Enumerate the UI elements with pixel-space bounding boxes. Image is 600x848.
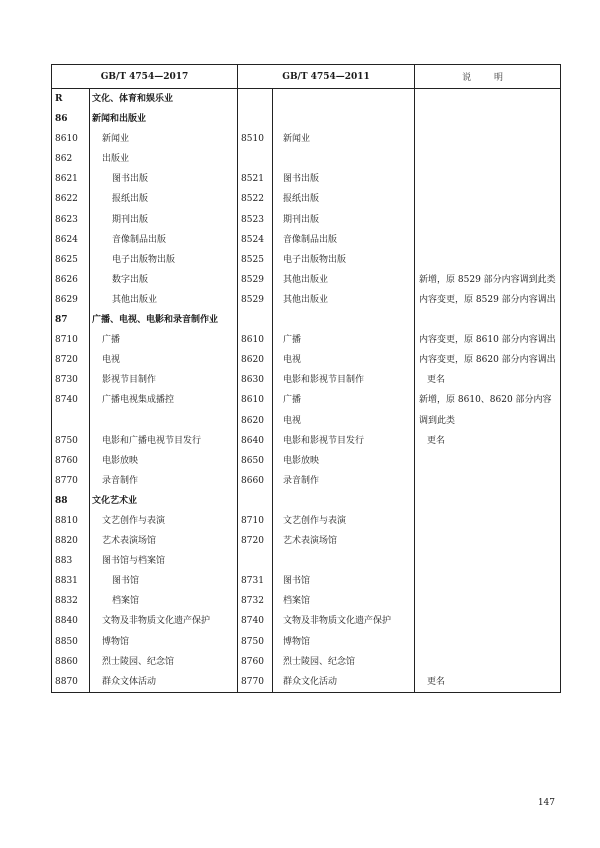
code-2011: 8522 <box>238 189 273 209</box>
name-2017: 录音制作 <box>90 471 238 491</box>
name-2017: 数字出版 <box>90 270 238 290</box>
code-2011: 8732 <box>238 591 273 611</box>
code-2011: 8740 <box>238 611 273 631</box>
note-cell <box>415 109 561 129</box>
name-2017: 广播 <box>90 330 238 350</box>
table-row <box>52 89 561 110</box>
code-2011 <box>238 491 273 511</box>
table-row <box>52 210 561 230</box>
name-2017: 电影和广播电视节目发行 <box>90 431 238 451</box>
code-2011: 8523 <box>238 210 273 230</box>
note-cell <box>415 471 561 491</box>
code-2011: 8510 <box>238 129 273 149</box>
note-cell <box>415 611 561 631</box>
name-2011: 电视 <box>273 411 415 431</box>
name-2011: 音像制品出版 <box>273 230 415 250</box>
name-2017: 出版业 <box>90 149 238 169</box>
code-2017: 8820 <box>52 531 90 551</box>
note-cell <box>415 230 561 250</box>
name-2017: 文物及非物质文化遗产保护 <box>90 611 238 631</box>
name-2017: 图书馆与档案馆 <box>90 551 238 571</box>
table-row <box>52 431 561 451</box>
name-2017: 艺术表演场馆 <box>90 531 238 551</box>
code-2011: 8720 <box>238 531 273 551</box>
name-2017: 电视 <box>90 350 238 370</box>
name-2011: 广播 <box>273 390 415 410</box>
note-cell <box>415 210 561 230</box>
code-2017: 87 <box>52 310 90 330</box>
name-2011: 文物及非物质文化遗产保护 <box>273 611 415 631</box>
name-2017: 群众文体活动 <box>90 672 238 693</box>
name-2017: 其他出版业 <box>90 290 238 310</box>
name-2017: 电影放映 <box>90 451 238 471</box>
name-2011: 博物馆 <box>273 632 415 652</box>
table-row <box>52 270 561 290</box>
code-2017: 8710 <box>52 330 90 350</box>
name-2011: 群众文化活动 <box>273 672 415 693</box>
note-cell <box>415 451 561 471</box>
header-note: 说 明 <box>415 65 561 89</box>
name-2011: 广播 <box>273 330 415 350</box>
name-2017: 音像制品出版 <box>90 230 238 250</box>
name-2011: 电影放映 <box>273 451 415 471</box>
name-2017: 图书馆 <box>90 571 238 591</box>
name-2017 <box>90 411 238 431</box>
header-gbt2011: GB/T 4754—2011 <box>238 65 415 89</box>
code-2011 <box>238 551 273 571</box>
name-2017: 新闻和出版业 <box>90 109 238 129</box>
note-cell <box>415 551 561 571</box>
name-2011: 艺术表演场馆 <box>273 531 415 551</box>
note-cell: 内容变更，原 8529 部分内容调出 <box>415 290 561 310</box>
name-2017: 电子出版物出版 <box>90 250 238 270</box>
name-2017: 博物馆 <box>90 632 238 652</box>
name-2011: 电影和影视节目发行 <box>273 431 415 451</box>
note-cell <box>415 511 561 531</box>
code-2017: 8850 <box>52 632 90 652</box>
code-2011 <box>238 149 273 169</box>
note-cell: 更名 <box>415 370 561 390</box>
note-cell <box>415 571 561 591</box>
code-2017: 8625 <box>52 250 90 270</box>
name-2011: 报纸出版 <box>273 189 415 209</box>
code-2011: 8660 <box>238 471 273 491</box>
name-2011 <box>273 551 415 571</box>
code-2017: 8770 <box>52 471 90 491</box>
table-row <box>52 491 561 511</box>
code-2011: 8640 <box>238 431 273 451</box>
name-2011: 档案馆 <box>273 591 415 611</box>
code-2017: 8750 <box>52 431 90 451</box>
code-2011: 8710 <box>238 511 273 531</box>
name-2011: 图书出版 <box>273 169 415 189</box>
note-cell <box>415 310 561 330</box>
code-2017: 8760 <box>52 451 90 471</box>
code-2017: 8624 <box>52 230 90 250</box>
code-2017: 8623 <box>52 210 90 230</box>
name-2011 <box>273 491 415 511</box>
code-2017: 88 <box>52 491 90 511</box>
table-row <box>52 511 561 531</box>
name-2011: 期刊出版 <box>273 210 415 230</box>
code-2017: 8629 <box>52 290 90 310</box>
note-cell <box>415 652 561 672</box>
table-row <box>52 370 561 390</box>
code-2011: 8620 <box>238 411 273 431</box>
code-2017: 8610 <box>52 129 90 149</box>
name-2011: 其他出版业 <box>273 290 415 310</box>
name-2017: 烈士陵园、纪念馆 <box>90 652 238 672</box>
code-2011: 8750 <box>238 632 273 652</box>
code-2011: 8610 <box>238 330 273 350</box>
code-2011: 8521 <box>238 169 273 189</box>
name-2011: 文艺创作与表演 <box>273 511 415 531</box>
name-2011: 图书馆 <box>273 571 415 591</box>
name-2017: 新闻业 <box>90 129 238 149</box>
name-2017: 广播、电视、电影和录音制作业 <box>90 310 238 330</box>
name-2011: 录音制作 <box>273 471 415 491</box>
note-cell <box>415 169 561 189</box>
code-2017 <box>52 411 90 431</box>
note-cell <box>415 591 561 611</box>
table-row <box>52 350 561 370</box>
code-2017: 8720 <box>52 350 90 370</box>
classification-table <box>51 64 561 693</box>
name-2011: 烈士陵园、纪念馆 <box>273 652 415 672</box>
name-2011: 电视 <box>273 350 415 370</box>
code-2017: 8870 <box>52 672 90 693</box>
code-2011: 8731 <box>238 571 273 591</box>
note-cell <box>415 632 561 652</box>
name-2017: 报纸出版 <box>90 189 238 209</box>
table-row <box>52 531 561 551</box>
table-row <box>52 451 561 471</box>
name-2011: 电子出版物出版 <box>273 250 415 270</box>
note-cell <box>415 531 561 551</box>
name-2017: 影视节目制作 <box>90 370 238 390</box>
name-2017: 图书出版 <box>90 169 238 189</box>
code-2011: 8524 <box>238 230 273 250</box>
code-2011: 8610 <box>238 390 273 410</box>
code-2017: 8740 <box>52 390 90 410</box>
table-row <box>52 471 561 491</box>
name-2011: 电影和影视节目制作 <box>273 370 415 390</box>
note-cell <box>415 89 561 110</box>
name-2011 <box>273 149 415 169</box>
name-2011 <box>273 310 415 330</box>
code-2011 <box>238 89 273 110</box>
code-2017: R <box>52 89 90 110</box>
table-row <box>52 250 561 270</box>
name-2017: 广播电视集成播控 <box>90 390 238 410</box>
table-row <box>52 290 561 310</box>
note-cell: 更名 <box>415 431 561 451</box>
table-row <box>52 230 561 250</box>
table-row <box>52 169 561 189</box>
code-2011 <box>238 310 273 330</box>
name-2011: 其他出版业 <box>273 270 415 290</box>
table-row <box>52 129 561 149</box>
name-2011: 新闻业 <box>273 129 415 149</box>
code-2017: 8832 <box>52 591 90 611</box>
code-2011 <box>238 109 273 129</box>
table-row <box>52 632 561 652</box>
name-2011 <box>273 89 415 110</box>
code-2017: 8626 <box>52 270 90 290</box>
code-2011: 8650 <box>238 451 273 471</box>
note-cell <box>415 491 561 511</box>
table-row <box>52 652 561 672</box>
code-2011: 8529 <box>238 270 273 290</box>
table-row <box>52 611 561 631</box>
page-number: 147 <box>537 798 555 808</box>
code-2017: 8860 <box>52 652 90 672</box>
code-2011: 8770 <box>238 672 273 693</box>
name-2017: 文化、体育和娱乐业 <box>90 89 238 110</box>
note-cell: 新增，原 8610、8620 部分内容调到此类 <box>415 390 561 430</box>
table-header-row <box>52 65 561 89</box>
table-row <box>52 330 561 350</box>
table-row <box>52 109 561 129</box>
code-2017: 8840 <box>52 611 90 631</box>
note-cell <box>415 149 561 169</box>
note-cell: 内容变更，原 8620 部分内容调出 <box>415 350 561 370</box>
name-2017: 文化艺术业 <box>90 491 238 511</box>
code-2011: 8620 <box>238 350 273 370</box>
note-cell: 新增，原 8529 部分内容调到此类 <box>415 270 561 290</box>
name-2011 <box>273 109 415 129</box>
code-2011: 8760 <box>238 652 273 672</box>
table-row <box>52 189 561 209</box>
name-2017: 文艺创作与表演 <box>90 511 238 531</box>
code-2017: 86 <box>52 109 90 129</box>
header-gbt2017: GB/T 4754—2017 <box>52 65 238 89</box>
code-2017: 8831 <box>52 571 90 591</box>
code-2011: 8525 <box>238 250 273 270</box>
table-row <box>52 149 561 169</box>
table-row <box>52 390 561 410</box>
table-row <box>52 672 561 693</box>
note-cell <box>415 189 561 209</box>
name-2017: 期刊出版 <box>90 210 238 230</box>
table-row <box>52 571 561 591</box>
note-cell <box>415 250 561 270</box>
code-2011: 8529 <box>238 290 273 310</box>
note-cell: 更名 <box>415 672 561 693</box>
note-cell: 内容变更，原 8610 部分内容调出 <box>415 330 561 350</box>
table-row <box>52 591 561 611</box>
code-2017: 862 <box>52 149 90 169</box>
code-2017: 8730 <box>52 370 90 390</box>
table-row <box>52 310 561 330</box>
note-cell <box>415 129 561 149</box>
code-2017: 8622 <box>52 189 90 209</box>
name-2017: 档案馆 <box>90 591 238 611</box>
code-2017: 8810 <box>52 511 90 531</box>
code-2011: 8630 <box>238 370 273 390</box>
code-2017: 883 <box>52 551 90 571</box>
code-2017: 8621 <box>52 169 90 189</box>
table-row <box>52 551 561 571</box>
